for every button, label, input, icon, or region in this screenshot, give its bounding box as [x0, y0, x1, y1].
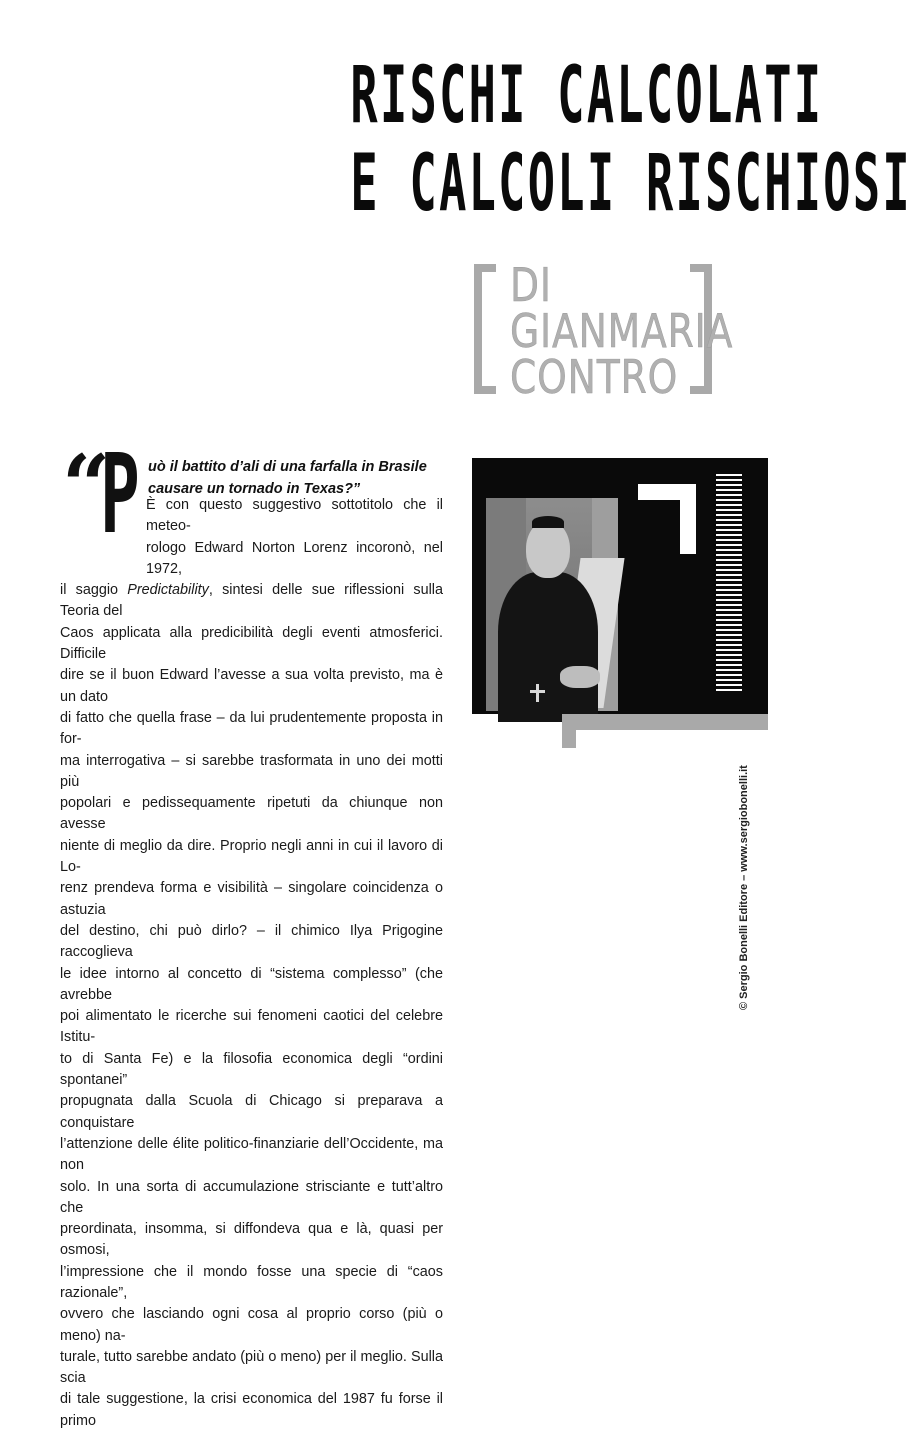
body-line: to di Santa Fe) e la filosofia economica degli “ordini spontanei” — [60, 1050, 443, 1089]
author-last-name: CONTRO — [510, 350, 679, 404]
author-bracket-left — [474, 264, 496, 394]
title-line-2: E CALCOLI RISCHIOSI — [350, 139, 912, 229]
body-line: poi alimentato le ricerche sui fenomeni caotici del celebre Istitu- — [60, 1008, 443, 1046]
body-line: l’attenzione delle élite politico-finanziarie dell’Occidente, ma non — [60, 1135, 443, 1174]
body-line: niente di meglio da dire. Proprio negli anni in cui il lavoro di Lo- — [60, 837, 443, 876]
body-line: l’impressione che il mondo fosse una specie di “caos razionale”, — [60, 1263, 443, 1301]
author-prefix: DI — [510, 258, 552, 312]
body-line: solo. In una sorta di accumulazione strisciante e tutt’altro che — [60, 1178, 443, 1216]
body-line: dire se il buon Edward l’avesse a sua volta previsto, ma è un dato — [60, 667, 443, 705]
body-line: di fatto che quella frase – da lui prudentemente proposta in for- — [60, 709, 443, 748]
body-line: Caos applicata alla predicibilità degli eventi atmosferici. Difficile — [60, 624, 443, 663]
author-byline — [510, 258, 734, 404]
body-line: È con questo suggestivo sottotitolo che il meteo- — [146, 497, 443, 535]
accent-bar — [562, 714, 576, 748]
body-line: ma interrogativa – si sarebbe trasformata in uno dei motti più — [60, 752, 443, 790]
article-title — [350, 51, 912, 229]
author-first-name: GIANMARIA — [510, 304, 734, 358]
drop-cap: P — [100, 430, 140, 558]
portrait-photo — [486, 498, 618, 711]
article-body — [60, 495, 443, 1432]
ruler-decoration — [716, 474, 742, 694]
accent-bar — [562, 714, 768, 730]
body-line: turale, tutto sarebbe andato (più o meno) per il meglio. Sulla scia — [60, 1348, 443, 1387]
body-line: propugnata dalla Scuola di Chicago si preparava a conquistare — [60, 1093, 443, 1131]
article-lead: uò il battito d’ali di una farfalla in Brasile causare un tornado in Texas?” — [148, 459, 427, 497]
opening-quote-mark: “ — [62, 436, 105, 535]
body-line: preordinata, insomma, si diffondeva qua e là, quasi per osmosi, — [60, 1221, 443, 1259]
body-line: popolari e pedissequamente ripetuti da chiunque non avesse — [60, 795, 443, 833]
body-line: le idee intorno al concetto di “sistema complesso” (che avrebbe — [60, 965, 443, 1003]
book-title: Predictability — [127, 582, 209, 599]
body-line: ovvero che lasciando ogni cosa al proprio corso (più o meno) na- — [60, 1306, 443, 1344]
body-line: rologo Edward Norton Lorenz incoronò, nel 1972, — [146, 539, 443, 577]
title-line-1: RISCHI CALCOLATI — [350, 51, 824, 141]
body-line: renz prendeva forma e visibilità – singolare coincidenza o astuzia — [60, 880, 443, 918]
body-line: del destino, chi può dirlo? – il chimico Ilya Prigogine raccoglieva — [60, 922, 443, 961]
frame-corner-decoration — [680, 484, 696, 554]
copyright-credit: © Sergio Bonelli Editore – www.sergiobonelli.it — [738, 765, 750, 1010]
body-line: il saggio Predictability, sintesi delle sue riflessioni sulla Teoria del — [60, 582, 443, 620]
body-line: di tale suggestione, la crisi economica del 1987 fu forse il primo — [60, 1391, 443, 1429]
